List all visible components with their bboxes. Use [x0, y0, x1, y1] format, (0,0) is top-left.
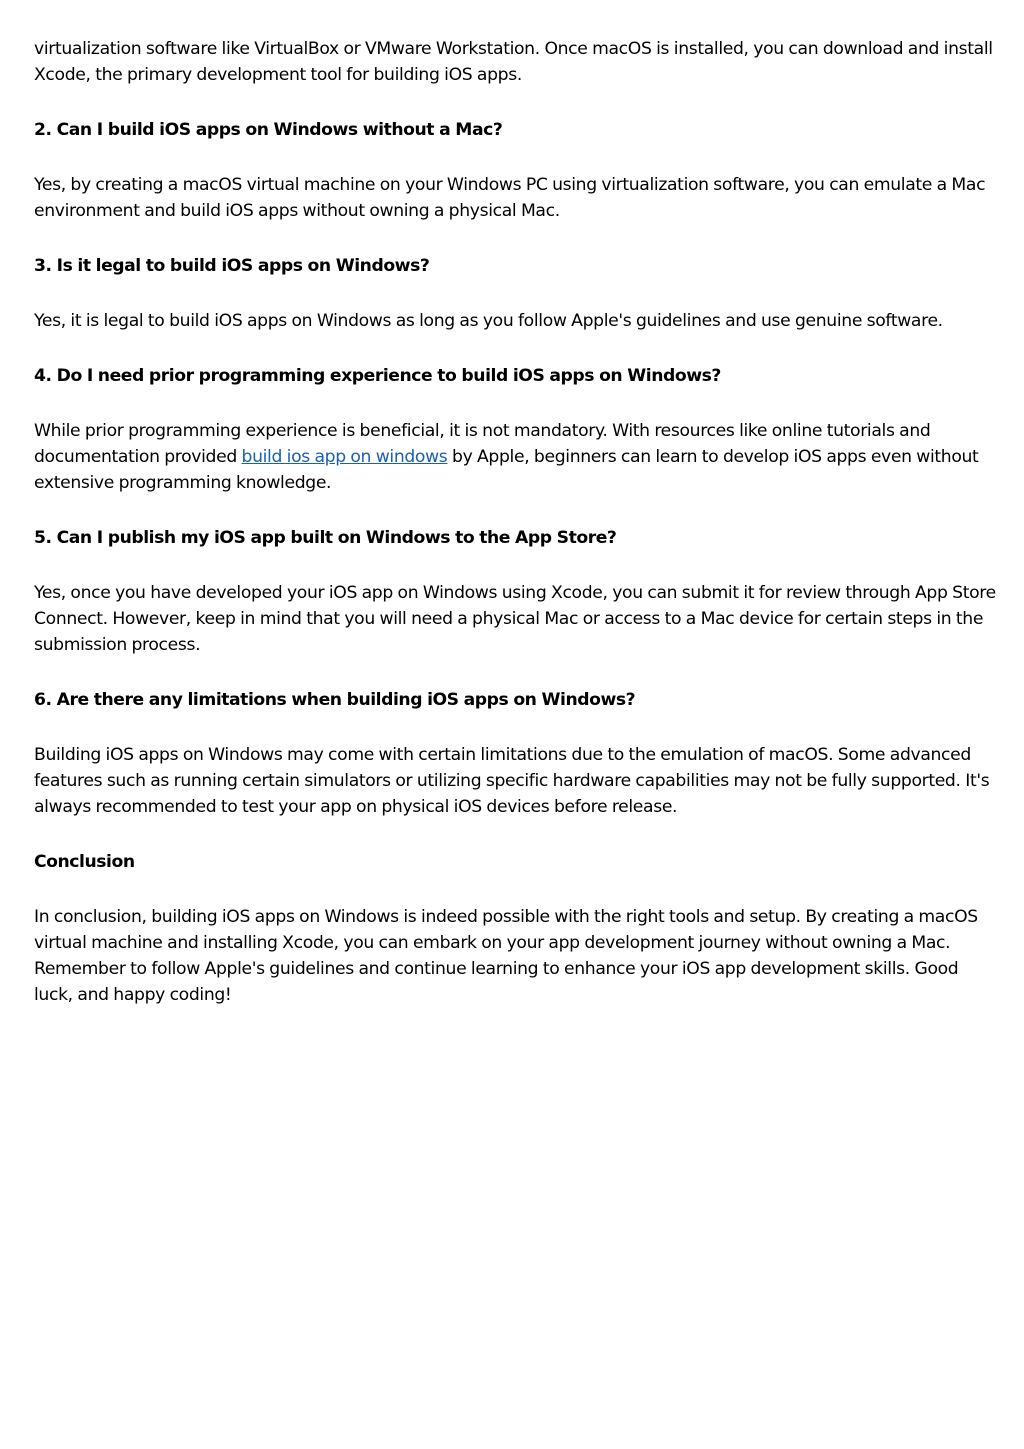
conclusion-paragraph: In conclusion, building iOS apps on Windows is indeed possible with the right tools and setup. By creating a macOS virtual machine and installing Xcode, you can embark on your app development journey without owning a Mac. Remember to follow Apple's guidelines and continue learning to enhance your iOS app development skills. Good luck, and happy coding! [34, 907, 978, 1005]
build-ios-app-link[interactable]: build ios app on windows [241, 447, 448, 467]
faq-answer-2: Yes, by creating a macOS virtual machine on your Windows PC using virtualization software, you can emulate a Mac environment and build iOS apps without owning a physical Mac. [34, 175, 986, 221]
intro-paragraph: virtualization software like VirtualBox or VMware Workstation. Once macOS is installed, you can download and install Xcode, the primary development tool for building iOS apps. [34, 39, 993, 85]
conclusion-heading: Conclusion [34, 852, 135, 872]
faq-answer-3: Yes, it is legal to build iOS apps on Windows as long as you follow Apple's guidelines and use genuine software. [34, 311, 943, 331]
document-page [34, 36, 996, 1037]
faq-answer-6: Building iOS apps on Windows may come with certain limitations due to the emulation of macOS. Some advanced features such as running certain simulators or utilizing specific hardware capabilities may not be fully supported. It's always recommended to test your app on physical iOS devices before release. [34, 745, 990, 817]
faq-question-5: 5. Can I publish my iOS app built on Windows to the App Store? [34, 528, 617, 548]
faq-answer-4-text-before: While prior programming experience is beneficial, it is not mandatory. With resources like online tutorials and documentation provided [34, 421, 931, 467]
faq-question-3: 3. Is it legal to build iOS apps on Windows? [34, 256, 430, 276]
faq-answer-4 [34, 418, 996, 496]
faq-answer-5: Yes, once you have developed your iOS app on Windows using Xcode, you can submit it for review through App Store Connect. However, keep in mind that you will need a physical Mac or access to a Mac device for certain steps in the submission process. [34, 583, 996, 655]
faq-question-2: 2. Can I build iOS apps on Windows without a Mac? [34, 120, 503, 140]
faq-question-4: 4. Do I need prior programming experience to build iOS apps on Windows? [34, 366, 721, 386]
faq-answer-4-text-after: by Apple, beginners can learn to develop iOS apps even without extensive programming knowledge. [34, 447, 979, 493]
faq-question-6: 6. Are there any limitations when building iOS apps on Windows? [34, 690, 636, 710]
